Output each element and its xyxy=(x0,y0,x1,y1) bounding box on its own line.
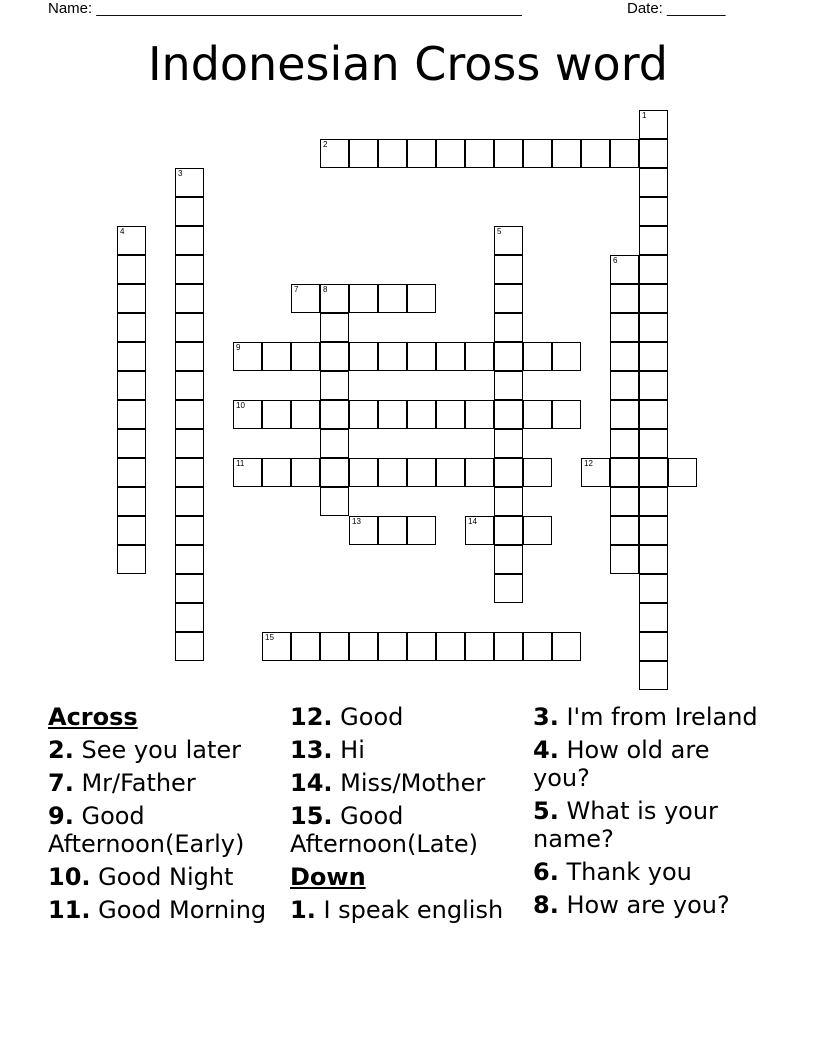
grid-cell[interactable] xyxy=(117,342,146,371)
grid-cell[interactable] xyxy=(175,603,204,632)
cell-number: 2 xyxy=(323,140,328,149)
grid-cell[interactable] xyxy=(639,574,668,603)
grid-cell[interactable] xyxy=(552,400,581,429)
grid-cell[interactable] xyxy=(610,313,639,342)
cell-number: 8 xyxy=(323,285,328,294)
grid-cell[interactable] xyxy=(639,400,668,429)
grid-cell[interactable] xyxy=(117,400,146,429)
clue-text: Miss/Mother xyxy=(340,769,486,797)
grid-cell[interactable] xyxy=(523,458,552,487)
grid-cell[interactable] xyxy=(639,371,668,400)
grid-cell[interactable] xyxy=(175,632,204,661)
grid-cell[interactable] xyxy=(494,516,523,545)
clue-item xyxy=(290,896,520,924)
grid-cell[interactable] xyxy=(407,139,436,168)
grid-cell[interactable] xyxy=(117,255,146,284)
grid-cell[interactable] xyxy=(436,139,465,168)
grid-cell[interactable] xyxy=(378,139,407,168)
grid-cell[interactable] xyxy=(523,516,552,545)
grid-cell[interactable] xyxy=(175,342,204,371)
grid-cell[interactable] xyxy=(320,458,349,487)
grid-cell[interactable] xyxy=(639,168,668,197)
grid-cell[interactable] xyxy=(320,139,349,168)
clue-number: 12. xyxy=(290,703,333,731)
grid-cell[interactable] xyxy=(175,516,204,545)
grid-cell[interactable] xyxy=(639,632,668,661)
clue-item xyxy=(533,797,763,853)
down-heading: Down xyxy=(290,863,366,891)
cell-number: 1 xyxy=(642,111,647,120)
grid-cell[interactable] xyxy=(465,516,494,545)
grid-cell[interactable] xyxy=(465,139,494,168)
grid-cell[interactable] xyxy=(378,458,407,487)
cell-number: 15 xyxy=(265,633,274,642)
grid-cell[interactable] xyxy=(117,487,146,516)
grid-cell[interactable] xyxy=(117,516,146,545)
grid-cell[interactable] xyxy=(552,139,581,168)
clue-item xyxy=(48,736,278,764)
grid-cell[interactable] xyxy=(349,458,378,487)
grid-cell[interactable] xyxy=(175,400,204,429)
grid-cell[interactable] xyxy=(291,632,320,661)
grid-cell[interactable] xyxy=(175,487,204,516)
grid-cell[interactable] xyxy=(639,545,668,574)
clue-item xyxy=(290,769,520,797)
grid-cell[interactable] xyxy=(610,487,639,516)
grid-cell[interactable] xyxy=(175,429,204,458)
grid-cell[interactable] xyxy=(494,139,523,168)
grid-cell[interactable] xyxy=(320,400,349,429)
grid-cell[interactable] xyxy=(610,516,639,545)
grid-cell[interactable] xyxy=(465,632,494,661)
grid-cell[interactable] xyxy=(320,429,349,458)
grid-cell[interactable] xyxy=(465,342,494,371)
grid-cell[interactable] xyxy=(639,226,668,255)
grid-cell[interactable] xyxy=(523,400,552,429)
grid-cell[interactable] xyxy=(639,197,668,226)
grid-cell[interactable] xyxy=(639,139,668,168)
grid-cell[interactable] xyxy=(639,429,668,458)
grid-cell[interactable] xyxy=(523,139,552,168)
grid-cell[interactable] xyxy=(320,371,349,400)
grid-cell[interactable] xyxy=(320,632,349,661)
clue-text: What is your name? xyxy=(533,797,718,853)
clue-item xyxy=(48,896,278,924)
grid-cell[interactable] xyxy=(639,603,668,632)
clue-number: 8. xyxy=(533,891,559,919)
clue-text: Good xyxy=(340,703,404,731)
grid-cell[interactable] xyxy=(523,632,552,661)
cell-number: 3 xyxy=(178,169,183,178)
grid-cell[interactable] xyxy=(639,313,668,342)
grid-cell[interactable] xyxy=(494,342,523,371)
grid-cell[interactable] xyxy=(378,342,407,371)
cell-number: 14 xyxy=(468,517,477,526)
grid-cell[interactable] xyxy=(407,400,436,429)
grid-cell[interactable] xyxy=(436,342,465,371)
grid-cell[interactable] xyxy=(407,632,436,661)
grid-cell[interactable] xyxy=(349,342,378,371)
clue-text: I speak english xyxy=(323,896,504,924)
grid-cell[interactable] xyxy=(291,284,320,313)
clue-text: Hi xyxy=(340,736,365,764)
grid-cell[interactable] xyxy=(581,458,610,487)
grid-cell[interactable] xyxy=(581,139,610,168)
grid-cell[interactable] xyxy=(320,313,349,342)
grid-cell[interactable] xyxy=(494,429,523,458)
grid-cell[interactable] xyxy=(494,313,523,342)
grid-cell[interactable] xyxy=(436,458,465,487)
grid-cell[interactable] xyxy=(639,487,668,516)
grid-cell[interactable] xyxy=(175,226,204,255)
clue-item xyxy=(290,802,520,858)
clue-number: 4. xyxy=(533,736,559,764)
clues-column-3 xyxy=(533,703,763,924)
grid-cell[interactable] xyxy=(610,255,639,284)
grid-cell[interactable] xyxy=(175,168,204,197)
clues-column-1 xyxy=(48,703,278,929)
clue-item xyxy=(48,802,278,858)
grid-cell[interactable] xyxy=(291,342,320,371)
grid-cell[interactable] xyxy=(610,371,639,400)
puzzle-title: Indonesian Cross word xyxy=(147,37,668,91)
grid-cell[interactable] xyxy=(117,545,146,574)
cell-number: 10 xyxy=(236,401,245,410)
grid-cell[interactable] xyxy=(494,400,523,429)
grid-cell[interactable] xyxy=(494,255,523,284)
clue-text: Mr/Father xyxy=(81,769,196,797)
cell-number: 11 xyxy=(236,459,245,468)
clue-item xyxy=(290,736,520,764)
grid-cell[interactable] xyxy=(465,458,494,487)
grid-cell[interactable] xyxy=(117,284,146,313)
grid-cell[interactable] xyxy=(523,342,552,371)
grid-cell[interactable] xyxy=(233,400,262,429)
grid-cell[interactable] xyxy=(349,516,378,545)
name-field-label[interactable]: Name: ___________________________________________________ xyxy=(48,0,522,17)
cell-number: 13 xyxy=(352,517,361,526)
clue-text: How are you? xyxy=(566,891,730,919)
grid-cell[interactable] xyxy=(291,400,320,429)
clue-number: 11. xyxy=(48,896,91,924)
grid-cell[interactable] xyxy=(349,400,378,429)
clue-text: Good Afternoon(Early) xyxy=(48,802,245,858)
clue-number: 5. xyxy=(533,797,559,825)
grid-cell[interactable] xyxy=(117,371,146,400)
grid-cell[interactable] xyxy=(494,226,523,255)
grid-cell[interactable] xyxy=(639,110,668,139)
clue-text: See you later xyxy=(81,736,242,764)
grid-cell[interactable] xyxy=(610,139,639,168)
grid-cell[interactable] xyxy=(494,284,523,313)
grid-cell[interactable] xyxy=(378,284,407,313)
clue-item xyxy=(533,736,763,792)
grid-cell[interactable] xyxy=(610,284,639,313)
grid-cell[interactable] xyxy=(610,545,639,574)
grid-cell[interactable] xyxy=(117,429,146,458)
grid-cell[interactable] xyxy=(349,139,378,168)
grid-cell[interactable] xyxy=(668,458,697,487)
clue-text: How old are you? xyxy=(533,736,710,792)
cell-number: 7 xyxy=(294,285,299,294)
grid-cell[interactable] xyxy=(639,342,668,371)
grid-cell[interactable] xyxy=(494,371,523,400)
grid-cell[interactable] xyxy=(175,458,204,487)
clue-number: 15. xyxy=(290,802,333,830)
cell-number: 12 xyxy=(584,459,593,468)
grid-cell[interactable] xyxy=(175,255,204,284)
grid-cell[interactable] xyxy=(639,516,668,545)
grid-cell[interactable] xyxy=(436,400,465,429)
grid-cell[interactable] xyxy=(610,400,639,429)
grid-cell[interactable] xyxy=(175,284,204,313)
clue-number: 1. xyxy=(290,896,316,924)
grid-cell[interactable] xyxy=(639,458,668,487)
grid-cell[interactable] xyxy=(175,371,204,400)
clue-text: I'm from Ireland xyxy=(566,703,758,731)
grid-cell[interactable] xyxy=(407,458,436,487)
grid-cell[interactable] xyxy=(494,458,523,487)
clue-number: 3. xyxy=(533,703,559,731)
across-heading: Across xyxy=(48,703,138,731)
grid-cell[interactable] xyxy=(175,545,204,574)
grid-cell[interactable] xyxy=(320,342,349,371)
grid-cell[interactable] xyxy=(349,632,378,661)
grid-cell[interactable] xyxy=(610,342,639,371)
clue-number: 14. xyxy=(290,769,333,797)
grid-cell[interactable] xyxy=(552,632,581,661)
grid-cell[interactable] xyxy=(175,197,204,226)
grid-cell[interactable] xyxy=(262,342,291,371)
clues-column-2 xyxy=(290,703,520,929)
grid-cell[interactable] xyxy=(291,458,320,487)
clue-number: 7. xyxy=(48,769,74,797)
clue-text: Good Night xyxy=(98,863,234,891)
grid-cell[interactable] xyxy=(407,342,436,371)
grid-cell[interactable] xyxy=(407,284,436,313)
grid-cell[interactable] xyxy=(465,400,494,429)
clue-number: 9. xyxy=(48,802,74,830)
clue-text: Good Afternoon(Late) xyxy=(290,802,478,858)
grid-cell[interactable] xyxy=(320,487,349,516)
grid-cell[interactable] xyxy=(349,284,378,313)
grid-cell[interactable] xyxy=(494,487,523,516)
clue-item xyxy=(533,703,763,731)
grid-cell[interactable] xyxy=(262,400,291,429)
grid-cell[interactable] xyxy=(175,313,204,342)
cell-number: 6 xyxy=(613,256,618,265)
clue-item xyxy=(290,703,520,731)
clue-number: 13. xyxy=(290,736,333,764)
grid-cell[interactable] xyxy=(494,545,523,574)
grid-cell[interactable] xyxy=(494,632,523,661)
clue-number: 10. xyxy=(48,863,91,891)
grid-cell[interactable] xyxy=(175,574,204,603)
grid-cell[interactable] xyxy=(552,342,581,371)
grid-cell[interactable] xyxy=(494,574,523,603)
grid-cell[interactable] xyxy=(262,458,291,487)
grid-cell[interactable] xyxy=(639,255,668,284)
grid-cell[interactable] xyxy=(117,226,146,255)
grid-cell[interactable] xyxy=(610,458,639,487)
grid-cell[interactable] xyxy=(233,342,262,371)
grid-cell[interactable] xyxy=(117,313,146,342)
grid-cell[interactable] xyxy=(610,429,639,458)
grid-cell[interactable] xyxy=(320,284,349,313)
grid-cell[interactable] xyxy=(378,400,407,429)
cell-number: 5 xyxy=(497,227,502,236)
clue-item xyxy=(48,769,278,797)
grid-cell[interactable] xyxy=(378,632,407,661)
grid-cell[interactable] xyxy=(436,632,465,661)
cell-number: 9 xyxy=(236,343,241,352)
grid-cell[interactable] xyxy=(262,632,291,661)
cell-number: 4 xyxy=(120,227,125,236)
date-field-label[interactable]: Date: _______ xyxy=(627,0,726,17)
clue-text: Thank you xyxy=(566,858,692,886)
clue-item xyxy=(533,891,763,919)
grid-cell[interactable] xyxy=(407,516,436,545)
grid-cell[interactable] xyxy=(233,458,262,487)
clue-number: 2. xyxy=(48,736,74,764)
clue-text: Good Morning xyxy=(98,896,267,924)
grid-cell[interactable] xyxy=(378,516,407,545)
clue-number: 6. xyxy=(533,858,559,886)
clue-item xyxy=(48,863,278,891)
clue-item xyxy=(533,858,763,886)
grid-cell[interactable] xyxy=(639,284,668,313)
grid-cell[interactable] xyxy=(639,661,668,690)
grid-cell[interactable] xyxy=(117,458,146,487)
